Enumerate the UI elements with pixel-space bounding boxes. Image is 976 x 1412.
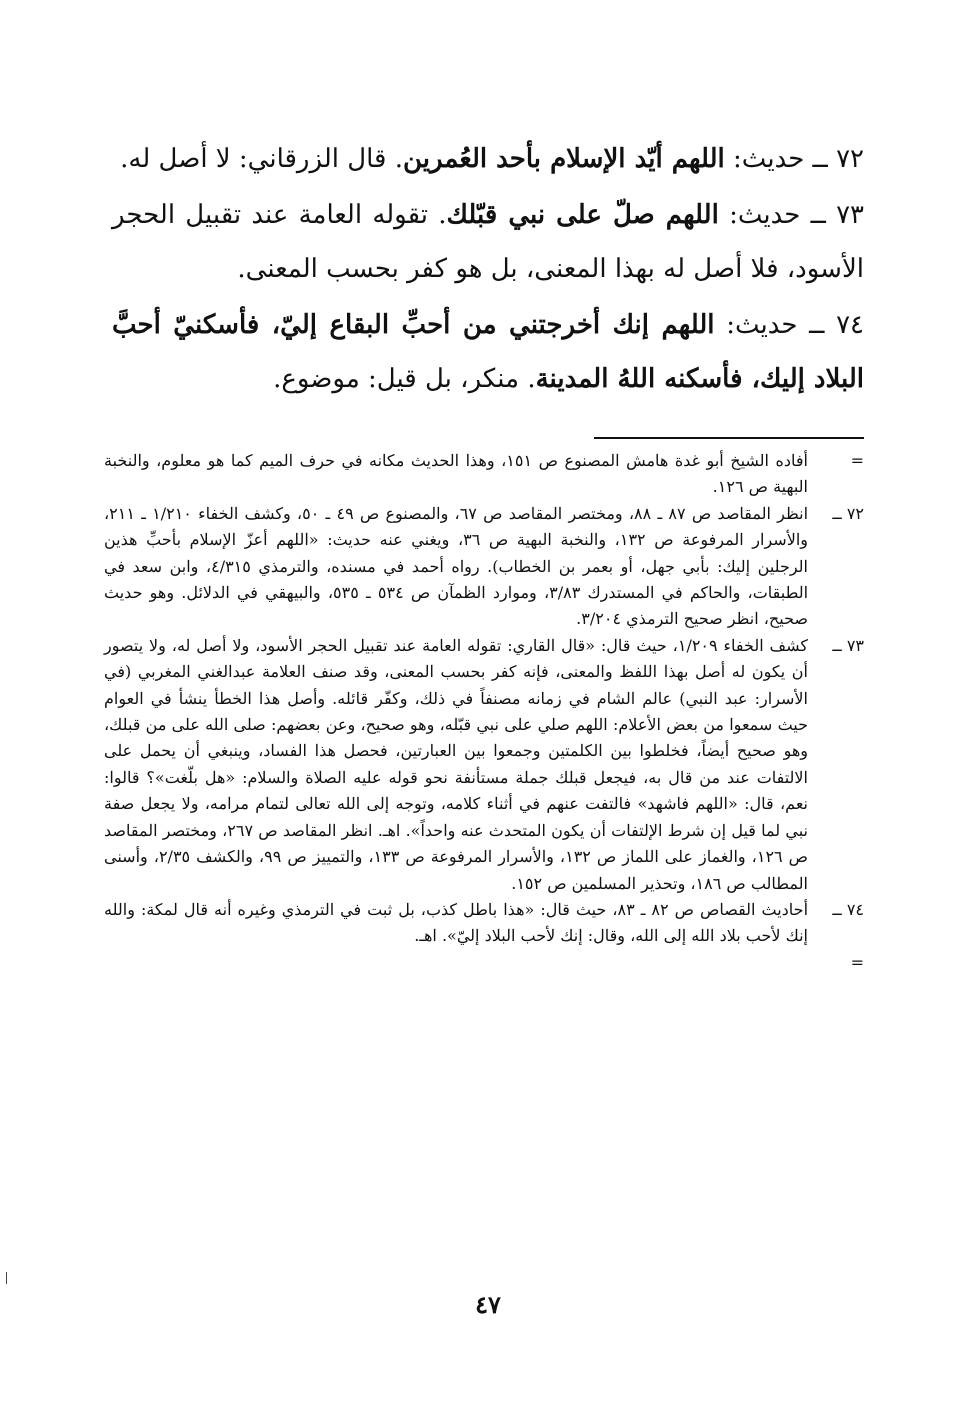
hadith-text: اللهم أيّد الإسلام بأحد العُمرين xyxy=(403,144,725,174)
footnote-text: أفاده الشيخ أبو غدة هامش المصنوع ص ١٥١، وهذا الحديث مكانه في حرف الميم كما هو معلوم، والنخبة البهية ص ١٢٦. xyxy=(104,451,808,497)
hadith-text: اللهم صلّ على نبي قبّلك xyxy=(446,200,719,230)
hadith-entry-72: ٧٢ ــ حديث: اللهم أيّد الإسلام بأحد العُمرين. قال الزرقاني: لا أصل له. xyxy=(120,144,864,174)
footnote-number: ٧٤ ــ xyxy=(832,899,864,919)
footnote-73 xyxy=(104,633,864,897)
hadith-text: اللهم إنك أخرجتني من أحبِّ البقاع إليّ، فأسكنيّ أحبَّ البلاد إليك، فأسكنه اللهُ المدينة xyxy=(112,310,864,394)
footnote-74 xyxy=(104,897,864,950)
page-number: ٤٧ xyxy=(475,1290,501,1319)
hadith-entry-74: ٧٤ ــ حديث: اللهم إنك أخرجتني من أحبِّ البقاع إليّ، فأسكنيّ أحبَّ البلاد إليك، فأسكنه اللهُ المدينة. منكر، بل قيل: موضوع. xyxy=(112,310,864,394)
hadith-entry-73: ٧٣ ــ حديث: اللهم صلّ على نبي قبّلك. تقوله العامة عند تقبيل الحجر الأسود، فلا أصل له بهذا المعنى، بل هو كفر بحسب المعنى. xyxy=(112,200,864,284)
footnote-text: انظر المقاصد ص ٨٧ ـ ٨٨، ومختصر المقاصد ص ٦٧، والمصنوع ص ٤٩ ـ ٥٠، وكشف الخفاء ١/٢١٠ ـ ٢١١، والأسرار المرفوعة ص ١٣٢، والنخبة البهية ص ٣٦، ويغني عنه حديث: «اللهم أعزّ الإسلام بأحبِّ هذين الرجلين إليك: بأبي جهل، أو بعمر بن الخطاب). رواه أحمد في مسنده، والترمذي ٤/٣١٥، وابن سعد في الطبقات، والحاكم في المستدرك ٣/٨٣، وموارد الظمآن ص ٥٣٤ ـ ٥٣٥، والبيهقي في الدلائل. وهو حديث صحيح، انظر صحيح الترمذي ٣/٢٠٤. xyxy=(104,503,809,629)
footnote-continuation xyxy=(104,950,864,976)
footnote-continued xyxy=(104,448,864,501)
footnote-72 xyxy=(104,501,864,633)
footnote-number: ٧٢ ــ xyxy=(832,503,864,523)
footnote-text: كشف الخفاء ١/٢٠٩، حيث قال: «قال القاري: تقوله العامة عند تقبيل الحجر الأسود، ولا أصل له، ولا يتصور أن يكون له أصل بهذا اللفظ والمعنى، فإنه كفر بحسب المعنى، وقد صنف العلامة عبدالغني المغربي (في الأسرار: عبد النبي) عالم الشام في زمانه مصنفاً في ذلك، وكفّر قائله. وأصل هذا الخطأ ينشأ في العوام حيث سمعوا من بعض الأعلام: اللهم صلي على نبي قبّله، وهو صحيح، وعن بعضهم: صلى الله على من قبلك، وهو صحيح أيضاً، فخلطوا بين الكلمتين وجمعوا بين العبارتين، فحصل هذا الفساد، وينبغي أن يحمل على الالتفات عند من قال به، فيجعل قبلك جملة مستأنفة نحو قوله عليه الصلاة والسلام: «هل بلّغت»؟ قالوا: نعم، قال: «اللهم فاشهد» فالتفت عنهم في أثناء كلامه، وتوجه إلى الله تعالى لتمام مرامه، ولا يجعل صفة نبي لما قيل إن شرط الإلتفات أن يكون المتحدث عنه واحداً». اهـ. انظر المقاصد ص ٢٦٧، ومختصر المقاصد ص ١٢٦، والغماز على اللماز ص ١٣٢، والأسرار المرفوعة ص ١٣٣، والتمييز ص ٩٩، والكشف ٢/٣٥، وأسنى المطالب ص ١٨٦، وتحذير المسلمين ص ١٥٢. xyxy=(104,635,809,893)
footnotes xyxy=(104,448,864,976)
main-text xyxy=(112,132,864,408)
footnote-number: ٧٣ ــ xyxy=(832,635,864,655)
footnote-number: = xyxy=(850,451,864,470)
footnote-text: أحاديث القصاص ص ٨٢ ـ ٨٣، حيث قال: «هذا باطل كذب، بل ثبت في الترمذي وغيره أنه قال لمكة: والله إنك لأحب بلاد الله إلى الله، وقال: إنك لأحب البلاد إليّ». اهـ. xyxy=(104,899,809,946)
footnote-separator xyxy=(594,437,864,439)
scan-edge-mark xyxy=(6,1272,7,1284)
continuation-mark: = xyxy=(850,952,864,972)
